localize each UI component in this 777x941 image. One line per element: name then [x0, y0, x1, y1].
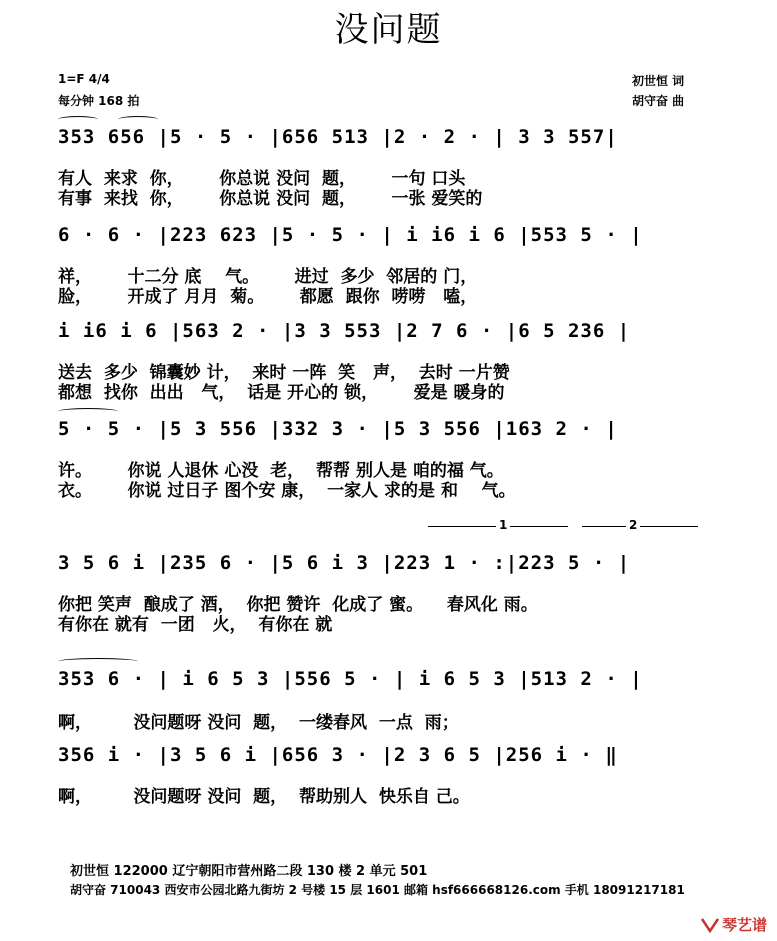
site-logo [701, 914, 767, 935]
notation-line: 3 5 6 i |235 6 · |5 6 i 3 |223 1 · :|223 5 · | [58, 552, 631, 574]
volta-first-ending [428, 518, 568, 532]
notation-line: 353 6 · | i 6 5 3 |556 5 · | i 6 5 3 |513 2 · | [58, 668, 643, 690]
notation-line: 353 656 |5 · 5 · |656 513 |2 · 2 · | 3 3 557| [58, 126, 618, 148]
volta-second-ending [582, 518, 698, 532]
logo-text: 琴艺谱 [721, 916, 767, 934]
lyric-verse-1: 送去 多少 锦囊妙 计， 来时 一阵 笑 声， 去时 一片赞 [58, 363, 510, 383]
lyric-verse-2: 有你在 就有 一团 火， 有你在 就 [58, 615, 333, 635]
composer-credit: 胡守奋 曲 [632, 94, 685, 108]
lyric-verse-2: 衣。 你说 过日子 图个安 康， 一家人 求的是 和 气。 [58, 481, 516, 501]
slur-mark [118, 116, 158, 123]
composer-address: 胡守奋 710043 西安市公园北路九街坊 2 号楼 15 层 1601 邮箱 hsf666668126.com 手机 18091217181 [70, 883, 685, 897]
lyric-verse: 啊， 没问题呀 没问 题， 一缕春风 一点 雨； [58, 713, 459, 733]
notation-line: 5 · 5 · |5 3 556 |332 3 · |5 3 556 |163 2 · | [58, 418, 618, 440]
notation-line: 6 · 6 · |223 623 |5 · 5 · | i i6 i 6 |553 5 · | [58, 224, 643, 246]
lyric-verse-1: 有人 来求 你， 你总说 没问 题， 一句 口头 [58, 169, 466, 189]
slur-mark [58, 408, 118, 415]
lyric-verse-2: 有事 来找 你， 你总说 没问 题， 一张 爱笑的 [58, 189, 483, 209]
lyric-verse-1: 许。 你说 人退休 心没 老， 帮帮 别人是 咱的福 气。 [58, 461, 504, 481]
lyric-verse-1: 祥， 十二分 底 气。 进过 多少 邻居的 门， [58, 267, 478, 287]
song-title: 没问题 [334, 10, 443, 50]
volta-number: 2 [626, 518, 640, 532]
lyricist-address: 初世恒 122000 辽宁朝阳市营州路二段 130 楼 2 单元 501 [70, 864, 428, 879]
slur-mark [58, 658, 138, 665]
lyric-verse-2: 脸， 开成了 月月 菊。 都愿 跟你 唠唠 嗑， [58, 287, 478, 307]
lyric-verse-2: 都想 找你 出出 气， 话是 开心的 锁， 爱是 暖身的 [58, 383, 505, 403]
lyricist-credit: 初世恒 词 [632, 74, 685, 88]
volta-number: 1 [496, 518, 510, 532]
logo-mark-icon [701, 917, 719, 933]
lyric-verse-1: 你把 笑声 酿成了 酒， 你把 赞许 化成了 蜜。 春风化 雨。 [58, 595, 538, 615]
tempo-marking: 每分钟 168 拍 [58, 94, 140, 108]
slur-mark [58, 116, 98, 123]
notation-line: i i6 i 6 |563 2 · |3 3 553 |2 7 6 · |6 5 236 | [58, 320, 631, 342]
key-time-signature: 1=F 4/4 [58, 72, 110, 86]
lyric-verse: 啊， 没问题呀 没问 题， 帮助别人 快乐自 己。 [58, 787, 470, 807]
notation-line: 356 i · |3 5 6 i |656 3 · |2 3 6 5 |256 i · ‖ [58, 744, 618, 766]
